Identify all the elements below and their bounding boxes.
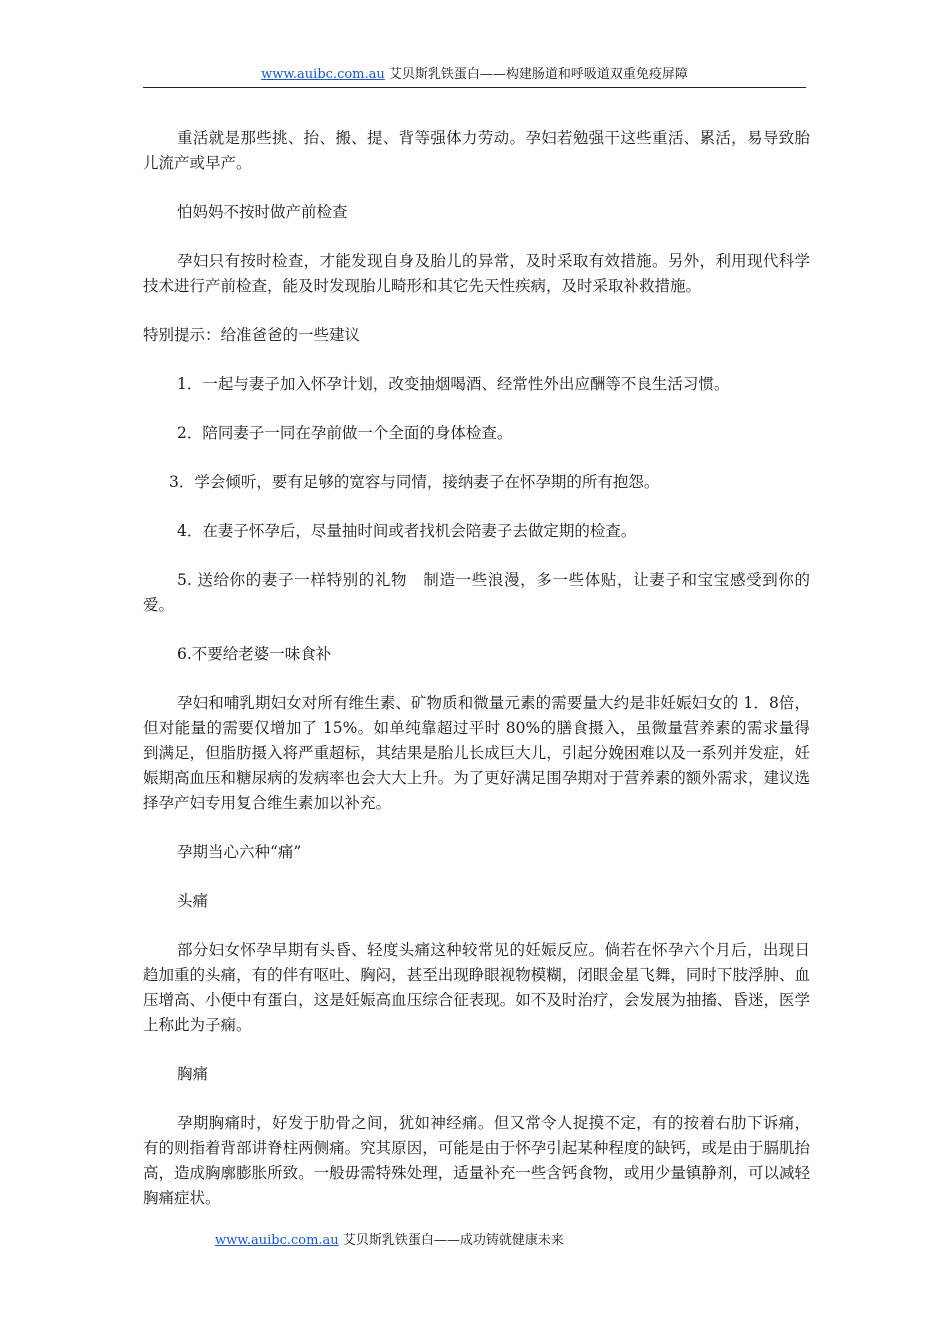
paragraph-headache: 部分妇女怀孕早期有头昏、轻度头痛这种较常见的妊娠反应。倘若在怀孕六个月后，出现日趋加重的头痛，有的伴有呕吐、胸闷，甚至出现睁眼视物模糊，闭眼金星飞舞，同时下肢浮肿、血压增高、小便中有蛋白，这是妊娠高血压综合征表现。如不及时治疗，会发展为抽搐、昏迷，医学上称此为子痫。 <box>143 941 810 1034</box>
paragraph-nutrition: 孕妇和哺乳期妇女对所有维生素、矿物质和微量元素的需要量大约是非妊娠妇女的 1．8倍，但对能量的需要仅增加了 15%。如单纯靠超过平时 80%的膳食摄入，虽微量营养素的需求量得到满足，但脂肪摄入将严重超标，其结果是胎儿长成巨大儿，引起分娩困难以及一系列并发症，妊娠期高血压和糖尿病的发病率也会大大上升。为了更好满足围孕期对于营养素的额外需求，建议选择孕产妇专用复合维生素加以补充。 <box>143 694 810 812</box>
page-header <box>143 66 806 88</box>
document-body <box>143 126 810 1211</box>
heading-prenatal-check: 怕妈妈不按时做产前检查 <box>177 203 348 221</box>
paragraph-prenatal-check: 孕妇只有按时检查，才能发现自身及胎儿的异常，及时采取有效措施。另外，利用现代科学技术进行产前检查，能及时发现胎儿畸形和其它先天性疾病，及时采取补救措施。 <box>143 252 810 295</box>
list-item-tip-5: 5. 送给你的妻子一样特别的礼物 制造一些浪漫，多一些体贴，让妻子和宝宝感受到你的爱。 <box>143 571 810 614</box>
list-item-tip-2: 2．陪同妻子一同在孕前做一个全面的身体检查。 <box>177 424 513 442</box>
list-item-tip-6: 6.不要给老婆一味食补 <box>177 645 332 663</box>
heading-six-pains: 孕期当心六种“痛” <box>177 843 302 861</box>
footer-site-link[interactable]: www.auibc.com.au <box>215 1233 339 1248</box>
heading-tips-for-fathers: 特别提示：给准爸爸的一些建议 <box>143 326 361 344</box>
list-item-tip-1: 1．一起与妻子加入怀孕计划，改变抽烟喝酒、经常性外出应酬等不良生活习惯。 <box>177 375 730 393</box>
header-slogan: 艾贝斯乳铁蛋白——构建肠道和呼吸道双重免疫屏障 <box>384 67 688 82</box>
page-footer <box>215 1232 564 1250</box>
header-site-link[interactable]: www.auibc.com.au <box>261 67 385 82</box>
heading-chest-pain: 胸痛 <box>177 1065 209 1083</box>
list-item-tip-4: 4．在妻子怀孕后，尽量抽时间或者找机会陪妻子去做定期的检查。 <box>177 522 637 540</box>
paragraph-heavy-work: 重活就是那些挑、抬、搬、提、背等强体力劳动。孕妇若勉强干这些重活、累活，易导致胎儿流产或早产。 <box>143 129 810 172</box>
list-item-tip-3: 3．学会倾听，要有足够的宽容与同情，接纳妻子在怀孕期的所有抱怨。 <box>169 473 660 491</box>
paragraph-chest-pain: 孕期胸痛时，好发于肋骨之间，犹如神经痛。但又常令人捉摸不定，有的按着右肋下诉痛，有的则指着背部讲脊柱两侧痛。究其原因，可能是由于怀孕引起某种程度的缺钙，或是由于膈肌抬高，造成胸廓膨胀所致。一般毋需特殊处理，适量补充一些含钙食物，或用少量镇静剂，可以减轻胸痛症状。 <box>143 1114 810 1207</box>
footer-slogan: 艾贝斯乳铁蛋白——成功铸就健康未来 <box>338 1233 564 1248</box>
heading-headache: 头痛 <box>177 892 209 910</box>
